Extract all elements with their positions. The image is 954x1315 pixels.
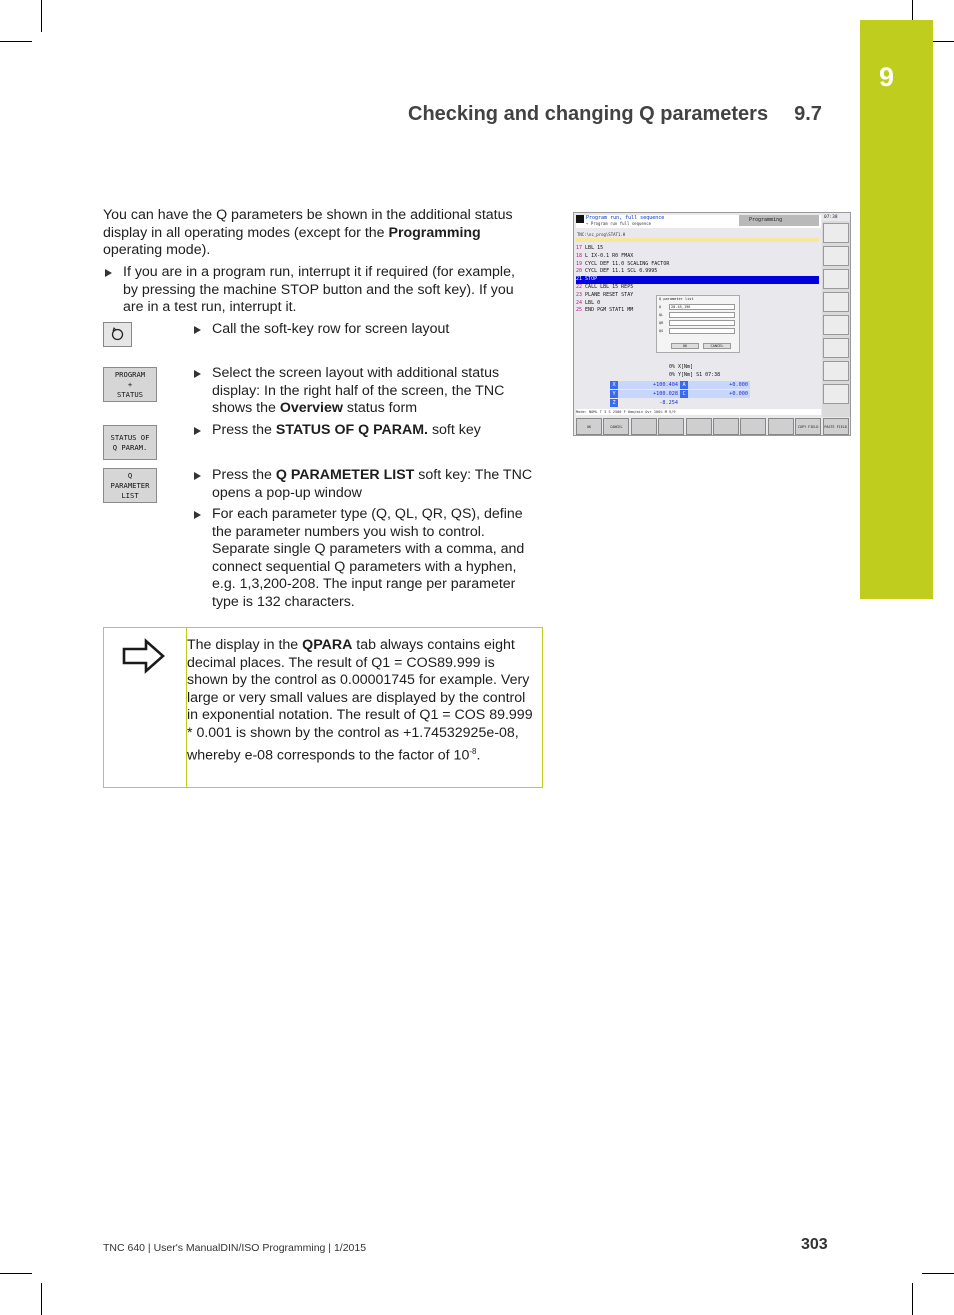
- row-label: QR: [659, 321, 664, 325]
- program-line: [576, 284, 819, 292]
- step-bold: Q PARAMETER LIST: [275, 467, 415, 483]
- screen-title: Program run, full sequence: [586, 215, 665, 221]
- line-number: 17: [576, 245, 583, 251]
- side-key[interactable]: [823, 246, 849, 266]
- chapter-tab: [860, 20, 933, 599]
- note-text: [187, 637, 537, 765]
- position-row: [610, 381, 820, 389]
- arrow-icon: [194, 427, 201, 435]
- mode-label: Programming: [749, 217, 783, 223]
- step-line: display: In the right half of the screen, the TNC: [212, 382, 505, 399]
- screen-subtitle: → Program run full sequence: [586, 221, 652, 226]
- line-text: LBL 15: [585, 245, 604, 251]
- popup-ok-button[interactable]: OK: [671, 343, 699, 349]
- step-text: For each parameter type (Q, QL, QR, QS), define the parameter numbers you wish to control. Separate single Q parameters with a comma, and connect sequential Q parameters with a hyphen, e.g. 1,3,200-208. The input range per parameter type is 132 characters.: [212, 506, 525, 610]
- bottom-softkey[interactable]: [686, 418, 712, 435]
- softkey-label: +: [127, 379, 133, 389]
- status-q-param-softkey[interactable]: [103, 425, 157, 460]
- section-title: Checking and changing Q parameters: [408, 103, 769, 125]
- line-number: 24: [576, 299, 583, 306]
- step-line: Press the: [212, 422, 276, 438]
- screen-layout-key-icon[interactable]: [103, 322, 132, 347]
- step-text: [212, 467, 542, 502]
- side-key[interactable]: [823, 361, 849, 381]
- mode-programming[interactable]: [739, 215, 819, 226]
- softkey-label: PARAMETER: [110, 480, 150, 490]
- status-lines: [669, 363, 720, 379]
- popup-row: [659, 304, 739, 311]
- side-key[interactable]: [823, 292, 849, 312]
- side-key[interactable]: [823, 315, 849, 335]
- line-text: CALL LBL 15 REP5: [585, 283, 634, 290]
- axis-label: X: [610, 381, 618, 389]
- arrow-icon: [194, 370, 201, 378]
- qr-input[interactable]: [669, 320, 735, 326]
- line-text: CYCL DEF 11.0 SCALING FACTOR: [585, 260, 670, 267]
- step-line: Select the screen layout with additional status: [212, 365, 500, 381]
- bottom-softkey-row: [576, 418, 850, 435]
- side-key[interactable]: [823, 269, 849, 289]
- step-line: opens a pop-up window: [212, 484, 362, 501]
- line-text: CYCL DEF 11.1 SCL 0.9995: [585, 268, 658, 275]
- note-line: tab always contains eight decimal places. The result of Q1 = COS89.999 is shown by the control as 0.00001745 for example. Very large or very small values are displayed by the control in exponential notation. The result of Q1 = COS 89.999 * 0.001 is shown by the control as +1.74532925e-08, whereby e-08 corresponds to the factor of 10: [187, 637, 533, 764]
- bullet-text: If you are in a program run, interrupt it if required (for example, by pressing the machine STOP button and the soft key). If you are in a test run, interrupt it.: [123, 264, 515, 316]
- side-key[interactable]: [823, 384, 849, 404]
- bottom-softkey[interactable]: CANCEL: [603, 418, 629, 435]
- popup-row: [659, 320, 739, 327]
- popup-row: [659, 312, 739, 319]
- side-softkey-bar: [822, 221, 850, 417]
- page-header: [408, 103, 822, 126]
- line-number: 20: [576, 268, 583, 275]
- side-key[interactable]: [823, 338, 849, 358]
- axis-label: C: [680, 390, 688, 398]
- bottom-softkey[interactable]: [631, 418, 657, 435]
- axis-label: A: [680, 381, 688, 389]
- crop-mark: [41, 0, 42, 32]
- chapter-number: 9: [878, 62, 895, 92]
- line-number: 23: [576, 291, 583, 298]
- axis-label: Z: [610, 399, 618, 407]
- step-line: soft key: [428, 422, 481, 438]
- q-input[interactable]: 20-45,196: [669, 304, 735, 310]
- intro-paragraph: [103, 207, 533, 260]
- axis-value: +100.404: [618, 381, 680, 389]
- program-line: [576, 268, 819, 276]
- step-text: Call the soft-key row for screen layout: [212, 321, 450, 337]
- step-bold: STATUS OF Q PARAM.: [275, 422, 428, 438]
- crop-mark: [0, 1273, 32, 1274]
- softkey-label: LIST: [121, 490, 139, 500]
- section-number: 9.7: [794, 103, 822, 125]
- step-line: shows the: [212, 400, 280, 417]
- bottom-softkey[interactable]: [740, 418, 766, 435]
- line-number: 19: [576, 260, 583, 267]
- popup-cancel-button[interactable]: CANCEL: [703, 343, 731, 349]
- mode-status-bar: Mode: NOML T 3 S 2500 F 0mm/min Ovr 100% M 5/9: [576, 409, 821, 415]
- program-line: [576, 253, 819, 261]
- crop-mark: [912, 1283, 913, 1315]
- arrow-icon: [105, 269, 112, 277]
- line-text: L IX-0.1 R0 FMAX: [585, 252, 634, 259]
- bottom-softkey[interactable]: [713, 418, 739, 435]
- note-bold: QPARA: [302, 637, 353, 653]
- q-parameter-list-softkey[interactable]: [103, 468, 157, 503]
- arrow-icon: [194, 472, 201, 480]
- step-bold: Overview: [279, 400, 343, 417]
- line-number: 25: [576, 307, 583, 314]
- intro-bold: Programming: [388, 224, 481, 241]
- intro-text: You can have the Q parameters be shown in the additional status display in all operating modes (except for the: [103, 207, 513, 241]
- softkey-label: STATUS OF: [110, 432, 150, 442]
- row-label: Q: [659, 305, 662, 309]
- axis-label: Y: [610, 390, 618, 398]
- step-line: status form: [342, 400, 418, 417]
- softkey-label: Q: [127, 470, 133, 480]
- page-number: 303: [801, 1236, 828, 1253]
- line-text: STOP: [585, 276, 598, 283]
- bottom-softkey[interactable]: [658, 418, 684, 435]
- axis-value: +0.000: [688, 390, 750, 398]
- tnc-screenshot: [573, 212, 851, 436]
- note-line: .: [476, 747, 481, 764]
- ql-input[interactable]: [669, 312, 735, 318]
- bottom-softkey[interactable]: OK: [576, 418, 602, 435]
- line-number: 21: [576, 276, 583, 283]
- program-line: [576, 276, 819, 284]
- note-line: The display in the: [187, 637, 303, 653]
- axis-value: -8.254: [659, 400, 678, 406]
- line-text: LBL 0: [585, 299, 601, 306]
- line-text: END PGM STAT1 MM: [585, 307, 634, 314]
- file-path: TNC:\nc_prog\STAT1.H: [577, 232, 626, 237]
- line-number: 22: [576, 283, 583, 290]
- qs-input[interactable]: [669, 328, 735, 334]
- step-text: [212, 365, 542, 418]
- program-line: [576, 261, 819, 269]
- run-icon: [576, 215, 584, 223]
- side-key[interactable]: [823, 223, 849, 243]
- crop-mark: [922, 1273, 954, 1274]
- crop-mark: [41, 1283, 42, 1315]
- popup-title: Q parameter list: [659, 297, 694, 301]
- softkey-label: PROGRAM: [114, 369, 146, 379]
- clock: 07:38: [824, 215, 838, 220]
- arrow-icon: [194, 326, 201, 334]
- axis-value: +0.000: [688, 381, 750, 389]
- row-label: QS: [659, 329, 664, 333]
- crop-mark: [0, 41, 32, 42]
- position-row: [610, 399, 820, 407]
- softkey-label: STATUS: [117, 389, 143, 399]
- note-box: [103, 627, 543, 788]
- softkey-label: Q PARAM.: [112, 442, 148, 452]
- q-parameter-popup: [656, 295, 740, 353]
- footer-text: TNC 640 | User's ManualDIN/ISO Programming | 1/2015: [103, 1242, 367, 1254]
- status-line: 0% X[Nm]: [669, 364, 694, 370]
- popup-row: [659, 328, 739, 335]
- step-line: Press the: [212, 467, 276, 483]
- line-text: PLANE RESET STAY: [585, 291, 634, 298]
- position-row: [610, 390, 820, 398]
- status-line: 0% Y[Nm] S1 07:38: [669, 372, 721, 378]
- row-label: QL: [659, 313, 664, 317]
- line-number: 18: [576, 252, 583, 259]
- intro-text-end: operating mode).: [103, 242, 211, 259]
- bottom-softkey[interactable]: PASTE FIELD: [823, 418, 849, 435]
- note-superscript: -8: [469, 746, 477, 756]
- program-line: [576, 245, 819, 253]
- program-status-softkey[interactable]: [103, 367, 157, 402]
- arrow-icon: [194, 511, 201, 519]
- program-header-bar: [576, 238, 819, 242]
- step-line: soft key: The TNC: [414, 467, 533, 483]
- bottom-softkey[interactable]: COPY FIELD: [795, 418, 821, 435]
- note-arrow-icon: [122, 638, 166, 679]
- step-text: [212, 422, 542, 440]
- bottom-softkey[interactable]: [768, 418, 794, 435]
- axis-value: +100.028: [618, 390, 680, 398]
